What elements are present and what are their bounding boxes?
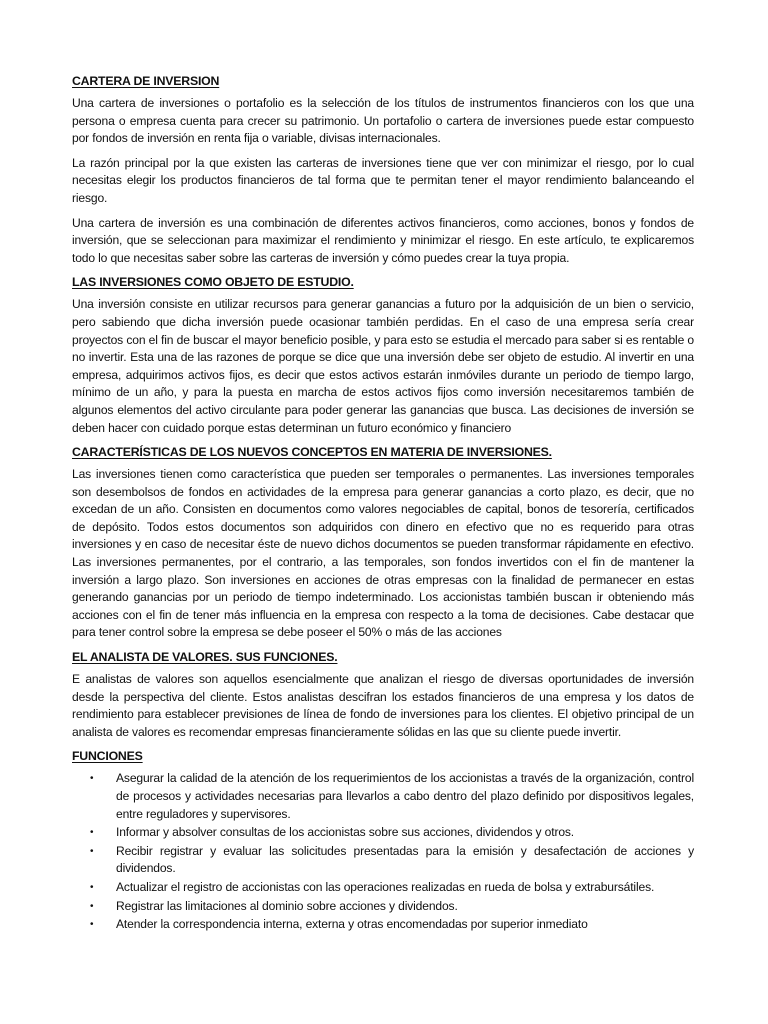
list-item bbox=[72, 898, 694, 916]
list-item bbox=[72, 770, 694, 823]
section-funciones bbox=[72, 748, 694, 933]
paragraph: La razón principal por la que existen las carteras de inversiones tiene que ver con minimizar el riesgo, por lo cual necesitas elegir los productos financieros de tal forma que te permitan tener el mayor rendimiento balanceando el riesgo. bbox=[72, 155, 694, 205]
list-item-text: Actualizar el registro de accionistas con las operaciones realizadas en rueda de bolsa y extrabursátiles. bbox=[116, 879, 655, 894]
bullet-icon: • bbox=[90, 773, 94, 785]
bullet-icon: • bbox=[90, 881, 94, 893]
list-item-text: Registrar las limitaciones al dominio sobre acciones y dividendos. bbox=[116, 898, 458, 913]
section-caracteristicas bbox=[72, 444, 694, 642]
section-heading: EL ANALISTA DE VALORES. SUS FUNCIONES. bbox=[72, 650, 338, 665]
bullet-icon: • bbox=[90, 845, 94, 857]
funciones-list bbox=[72, 770, 694, 933]
list-item bbox=[72, 916, 694, 934]
list-item-text: Atender la correspondencia interna, externa y otras encomendadas por superior inmediato bbox=[116, 917, 588, 932]
list-item-text: Informar y absolver consultas de los accionistas sobre sus acciones, dividendos y otros. bbox=[116, 825, 575, 840]
paragraph: E analistas de valores son aquellos esencialmente que analizan el riesgo de diversas oportunidades de inversión desde la perspectiva del cliente. Estos analistas descifran los estados financieros de una empresa y los datos de rendimiento para establecer previsiones de línea de fondo de inversiones para los clientes. El objetivo principal de un analista de valores es recomendar empresas financieramente sólidas en las que su cliente puede invertir. bbox=[72, 672, 694, 739]
list-item bbox=[72, 843, 694, 878]
paragraph: Una cartera de inversión es una combinación de diferentes activos financieros, como acciones, bonos y fondos de inversión, que se seleccionan para maximizar el rendimiento y minimizar el riesgo. En este artículo, te explicaremos todo lo que necesitas saber sobre las carteras de inversión y cómo puedes crear la tuya propia. bbox=[72, 215, 694, 265]
bullet-icon: • bbox=[90, 919, 94, 931]
paragraph: Una cartera de inversiones o portafolio es la selección de los títulos de instrumentos financieros con los que una persona o empresa cuenta para crecer su patrimonio. Un portafolio o cartera de inversiones puede estar compuesto por fondos de inversión en renta fija o variable, divisas internacionales. bbox=[72, 96, 694, 146]
section-heading: FUNCIONES bbox=[72, 749, 143, 764]
paragraph: Una inversión consiste en utilizar recursos para generar ganancias a futuro por la adquisición de un bien o servicio, pero sabiendo que dicha inversión puede ocasionar también perdidas. En el caso de una empresa sería crear proyectos con el fin de buscar el mayor beneficio posible, y para esto se estudia el mercado para saber si es rentable o no invertir. Esta una de las razones de porque se dice que una inversión debe ser objeto de estudio. Al invertir en una empresa, adquirimos activos fijos, es decir que estos activos estarán inmóviles durante un periodo de tiempo largo, mínimo de un año, y para la puesta en marcha de estos activos fijos como inversión necesitaremos también de algunos elementos del activo circulante para poder generar las ganancias que busca. Las decisiones de inversión se deben hacer con cuidado porque estas determinan un futuro económico y financiero bbox=[72, 297, 694, 435]
section-heading: LAS INVERSIONES COMO OBJETO DE ESTUDIO. bbox=[72, 275, 354, 290]
list-item-text: Asegurar la calidad de la atención de los requerimientos de los accionistas a través de la organización, control de procesos y actividades necesarias para llevarlos a cabo dentro del plazo definido por dispositivos legales, entre reguladores y supervisores. bbox=[116, 771, 694, 821]
section-heading: CARACTERÍSTICAS DE LOS NUEVOS CONCEPTOS EN MATERIA DE INVERSIONES. bbox=[72, 445, 552, 460]
list-item bbox=[72, 824, 694, 842]
section-cartera-de-inversion bbox=[72, 73, 694, 267]
section-heading: CARTERA DE INVERSION bbox=[72, 74, 220, 88]
section-inversiones-objeto-estudio bbox=[72, 274, 694, 437]
section-analista-de-valores bbox=[72, 649, 694, 741]
bullet-icon: • bbox=[90, 900, 94, 912]
paragraph: Las inversiones tienen como característica que pueden ser temporales o permanentes. Las inversiones temporales son desembolsos de fondos en actividades de la empresa para generar ganancias a corto plazo, es decir, que no excedan de un año. Consisten en documentos como valores negociables de capital, bonos de tesorería, certificados de depósito. Todos estos documentos son adquiridos con dinero en efectivo que no es requerido para otras inversiones y en caso de necesitar éste de nuevo dichos documentos se pueden transformar rápidamente en efectivo. Las inversiones permanentes, por el contrario, a las temporales, son fondos invertidos con el fin de mantener la inversión a largo plazo. Son inversiones en acciones de otras empresas con la finalidad de permanecer en estas generando ganancias por un periodo de tiempo indeterminado. Los accionistas también buscan ir obteniendo más acciones con el fin de tener más influencia en la empresa con respecto a la toma de decisiones. Cabe destacar que para tener control sobre la empresa se debe poseer el 50% o más de las acciones bbox=[72, 467, 694, 640]
list-item bbox=[72, 879, 694, 897]
bullet-icon: • bbox=[90, 827, 94, 839]
list-item-text: Recibir registrar y evaluar las solicitudes presentadas para la emisión y desafectación de acciones y dividendos. bbox=[116, 843, 694, 876]
